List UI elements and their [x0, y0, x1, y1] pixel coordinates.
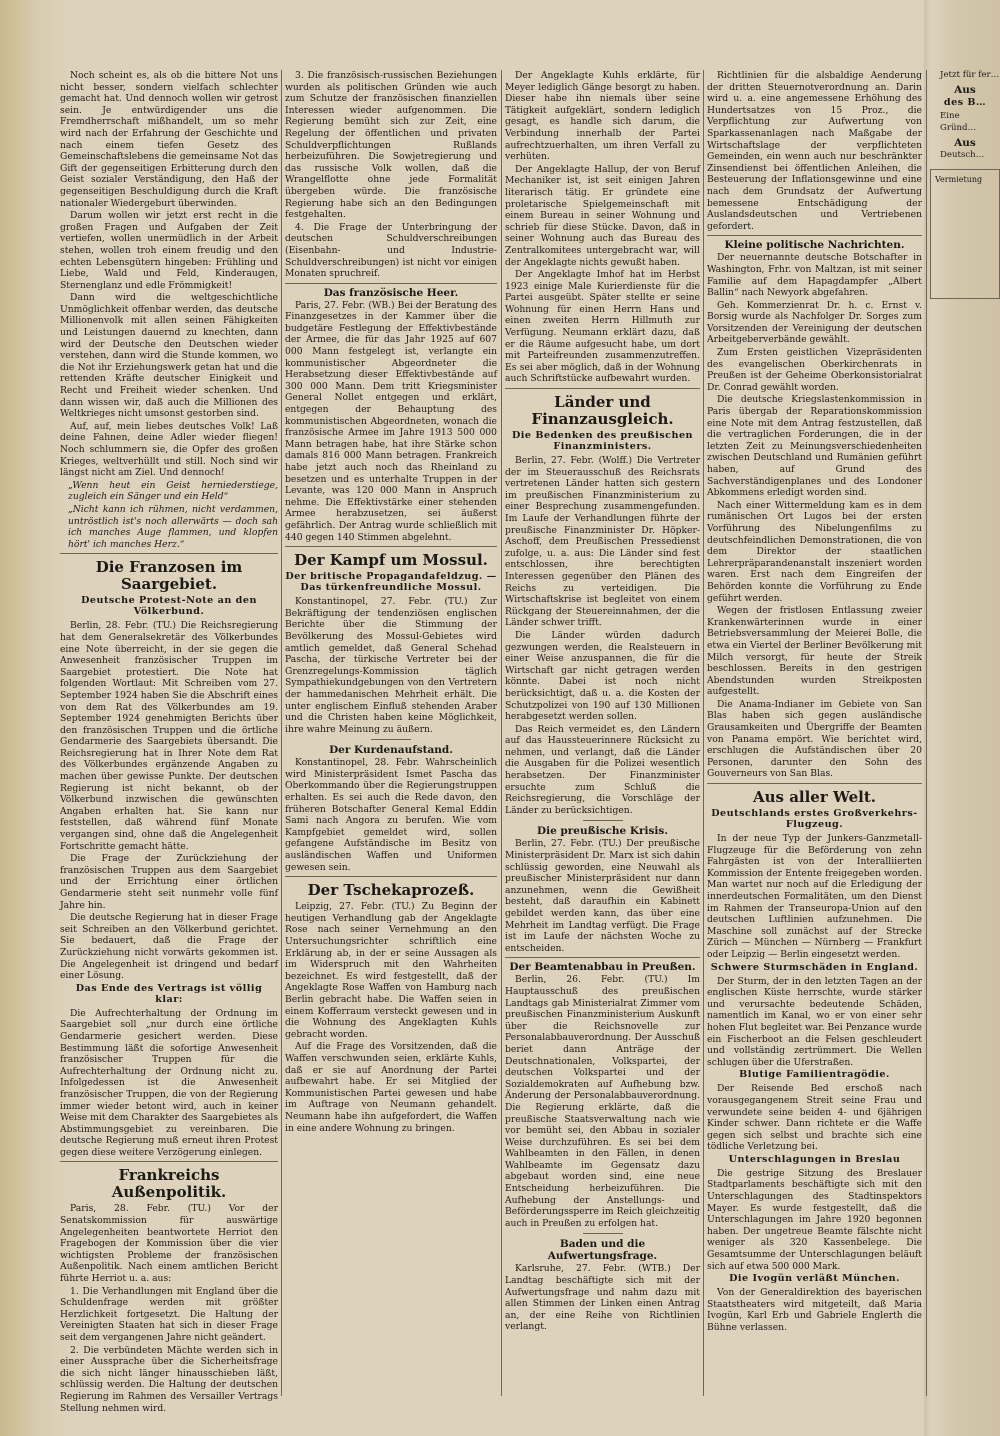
- divider: [505, 957, 700, 958]
- column-4: [707, 70, 922, 1396]
- paragraph: 4. Die Frage der Unterbringung der deutschen Schuldverschreibungen (Eisenbahn- und Industrie-Schuldverschreibungen) ist nicht vor einigen Monaten spruchreif.: [285, 221, 497, 280]
- paragraph: Der Sturm, der in den letzten Tagen an der englischen Küste herrschte, wurde stärker und verursachte bedeutende Schäden, namentlich im Kanal, wo er von einer sehr hohen Flut begleitet war. Bei Penzance wurde ein Fischerboot an die Felsen geschleudert und vollständig zertrümmert. Die Wellen schlugen über die Uferstraßen.: [707, 975, 922, 1068]
- paragraph: Geh. Kommerzienrat Dr. h. c. Ernst v. Borsig wurde als Nachfolger Dr. Sorges zum Vorsitzenden der Vereinigung der deutschen Arbeitgeberverbände gewählt.: [707, 299, 922, 346]
- paragraph: Leipzig, 27. Febr. (TU.) Zu Beginn der heutigen Verhandlung gab der Angeklagte Rose nach seiner Vernehmung an den Untersuchungsrichter schriftlich eine Erklärung ab, in der er seine Aussagen als im Widerspruch mit den Wahrheiten bezeichnet. Es wird festgestellt, daß der Angeklagte Rose Waffen von Hamburg nach Berlin gebracht habe. Die Waffen seien in einem Kofferraum versteckt gewesen und in die Wohnung des Angeklagten Kuhls gebracht worden.: [285, 901, 497, 1040]
- column-1: [60, 70, 278, 1414]
- headline: Das französische Heer.: [323, 286, 459, 299]
- subheadline: Das Ende des Vertrags ist völlig klar:: [75, 982, 263, 1005]
- paragraph: Die deutsche Regierung hat in dieser Frage seit Schreiben an den Völkerbund gerichtet. Sie bedauert, daß die Frage der Zurückziehung nicht vorwärts gekommen ist. Die Angelegenheit ist dringend und bedarf einer Lösung.: [60, 912, 278, 982]
- headline: Die Franzosen im Saargebiet.: [95, 558, 243, 594]
- subheadline: Deutsche Protest-Note an den Völkerbund.: [81, 595, 257, 618]
- paragraph: Die Frage der Zurückziehung der französischen Truppen aus dem Saargebiet und der Errichtung einer örtlichen Gendarmerie steht seit nunmehr volle fünf Jahre hin.: [60, 853, 278, 911]
- paragraph: Gründ…: [940, 123, 977, 134]
- paragraph: Die Anama-Indianer im Gebiete von San Blas haben sich gegen ausländische Grausamkeiten und Übergriffe der Beamten von Panama empört. Wie berichtet wird, erschlugen die Aufständischen über 20 Personen, darunter den Sohn des Gouverneurs von San Blas.: [707, 698, 922, 780]
- divider: [707, 235, 922, 236]
- paragraph: Der Angeklagte Imhof hat im Herbst 1923 einige Male Kurierdienste für die Partei ausgeübt. Später stellte er seine Wohnung für einen Herrn Hans und einen zweiten Herrn Hillmuth zur Verfügung. Neumann erklärt dazu, daß er die Räume aufgesucht habe, um dort mit Parteifreunden zusammenzutreffen. Es sei aber möglich, daß in der Wohnung auch Schriftstücke aufbewahrt wurden.: [505, 269, 700, 385]
- divider: [583, 820, 623, 821]
- paragraph: Die Länder würden dadurch gezwungen werden, die Realsteuern in einer Weise anzuspannen, die für die Wirtschaft gar nicht getragen werden könnte. Dabei ist noch nicht berücksichtigt, daß u. a. die Kosten der Schutzpolizei von 190 auf 130 Millionen herabgesetzt werden sollen.: [505, 629, 700, 723]
- column-rule: [501, 70, 502, 1396]
- subheadline: Unterschlagungen in Breslau: [728, 1153, 901, 1165]
- headline: Frankreichs Außenpolitik.: [111, 1166, 227, 1202]
- divider: [583, 1233, 623, 1234]
- paragraph: Berlin, 27. Febr. (TU.) Der preußische Ministerpräsident Dr. Marx ist sich dahin schlüssig geworden, eine Neuwahl als preußischer Ministerpräsident nur dann anzunehmen, wenn die Gewißheit besteht, daß daraufhin ein Kabinett gebildet werden kann, das über eine Mehrheit im Landtag verfügt. Die Frage ist im Laufe der nächsten Woche zu entscheiden.: [505, 838, 700, 954]
- paragraph: Zum Ersten geistlichen Vizepräsidenten des evangelischen Oberkirchenrats in Preußen ist der Geheime Oberkonsistorialrat Dr. Conrad gewählt worden.: [707, 347, 922, 393]
- divider: [505, 388, 700, 389]
- headline: Der Kampf um Mossul.: [294, 551, 488, 570]
- divider: [60, 553, 278, 554]
- paragraph: Die gestrige Sitzung des Breslauer Stadtparlaments beschäftigte sich mit den Unterschlagungen des Stadtinspektors Mayer. Es wurde festgestellt, daß die Unterschlagungen im Jahre 1920 begonnen haben. Der ungetreue Beamte fälschte nicht weniger als 320 Kassenbelege. Die Gesamtsumme der Unterschlagungen beläuft sich auf etwa 500 000 Mark.: [707, 1167, 922, 1272]
- poem-quote: „Wenn heut ein Geist herniederstiege, zugleich ein Sänger und ein Held“: [68, 479, 278, 503]
- paragraph: Darum wollen wir jetzt erst recht in die großen Fragen und Aufgaben der Zeit vertiefen, wollen unermüdlich in der Arbeit stehen, wollen troh einem freudig und den echten Lebensgütern hingeben: Frühling und Liebe, Wald und Feld, Kinderaugen, Sternenglanz und edle Frömmigkeit!: [60, 210, 278, 291]
- headline: Aus aller Welt.: [752, 788, 876, 807]
- headline: Kleine politische Nachrichten.: [724, 239, 905, 252]
- advertisement-box: [930, 169, 1000, 299]
- subheadline: Die Ivogün verläßt München.: [729, 1273, 900, 1285]
- paragraph: Deutsch…: [940, 149, 985, 160]
- headline: Der Kurdenaufstand.: [329, 744, 453, 757]
- paragraph: Nach einer Wittermeldung kam es in dem rumänischen Ort Lugos bei der ersten Vorführung des Nibelungenfilms zu deutschfeindlichen Demonstrationen, die von dem Direktor der staatlichen Lehrerpräparandenanstalt inszeniert worden waren. Erst nach dem Eingreifen der Behörden konnte die Vorführung zu Ende geführt werden.: [707, 499, 922, 604]
- paragraph: Der Reisende Bed erschoß nach vorausgegangenem Streit seine Frau und verwundete seine beiden 4- und 6jährigen Kinder schwer. Dann richtete er die Waffe gegen sich selbst und brachte sich eine tödliche Verletzung bei.: [707, 1083, 922, 1153]
- subheadline: Die Bedenken des preußischen Finanzministers.: [511, 430, 694, 453]
- paragraph: In der neue Typ der Junkers-Ganzmetall-Flugzeuge für die Beförderung von zehn Fahrgästen ist von der Interalliierten Kommission der Entente freigegeben worden. Man wartet nur noch auf die Erledigung der innerdeutschen Formalitäten, um den Dienst im Rahmen der Transeuropa-Union auf den deutschen Luftlinien aufzunehmen. Die Maschine soll zunächst auf der Strecke Zürich — München — Nürnberg — Frankfurt oder Leipzig — Berlin eingesetzt werden.: [707, 833, 922, 960]
- paragraph: 1. Die Verhandlungen mit England über die Schuldenfrage werden mit größter Herzlichkeit fortgesetzt. Die Haltung der Vereinigten Staaten hat sich in dieser Frage seit dem vergangenen Jahre nicht geändert.: [60, 1285, 278, 1343]
- column-rule: [281, 70, 282, 1396]
- divider: [285, 876, 497, 877]
- headline: Der Tschekaprozeß.: [307, 881, 475, 900]
- headline: Länder und Finanzausgleich.: [531, 393, 674, 429]
- column-3: [505, 70, 700, 1396]
- divider: [371, 739, 411, 740]
- paragraph: Das Reich vermeidet es, den Ländern auf das Haussteuerinnere Rücksicht zu nehmen, und verlangt, daß die Länder die Ausgaben für die Polizei wesentlich herabsetzen. Der Finanzminister ersuchte zum Schluß die Reichsregierung, die Vorschläge der Länder zu berücksichtigen.: [505, 723, 700, 816]
- paragraph: Jetzt für fer…: [940, 70, 1000, 80]
- paragraph: Richtlinien für die alsbaldige Aenderung der dritten Steuernotverordnung an. Darin wird u. a. eine angemessene Erhöhung des Hundertsatzes von 15 Proz., die Verpflichtung zur Aufwertung von Sparkassenanlagen nach Maßgabe der Wirtschaftslage der verpflichteten Gemeinden, ein wenn auch nur beschränkter Zinsendienst bei öffentlichen Anleihen, die Besteuerung der Inflationsgewinne und eine nach dem Grundsatz der Aufwertung bemessene Entschädigung der Auslandsdeutschen und Vertriebenen gefordert.: [707, 70, 922, 232]
- paragraph: Eine: [940, 110, 960, 121]
- paragraph: Noch scheint es, als ob die bittere Not uns nicht besser, sondern vielfach schlechter gemacht hat. Und dennoch wollen wir getrost sein. Je entwürdigender uns die Fremdherrschaft mißhandelt, um so mehr wird nach der Erfahrung der Geschichte und nach einem tiefen Gesetz des Gemeinschaftslebens die gemeinsame Not das Gift der gegenseitigen Erbitterung durch den Geist sozialer Verständigung, den Haß der gegenseitigen Beschuldigung durch die Kraft nationaler Wiedergeburt überwinden.: [60, 70, 278, 209]
- paragraph: Berlin, 28. Febr. (TU.) Die Reichsregierung hat dem Generalsekretär des Völkerbundes eine Note überreicht, in der sie gegen die Anwesenheit französischer Truppen im Saargebiet protestiert. Die Note hat folgenden Wortlaut: Mit Schreiben vom 27. September 1924 haben Sie die Abschrift eines von dem Rat des Völkerbundes am 19. September 1924 genehmigten Berichts über den französischen Truppen und die örtliche Gendarmerie des Saargebiets übersandt. Die Reichsregierung hat in Ihrer Note dem Rat des Völkerbundes ergänzende Angaben zu machen über gewisse Punkte. Der deutschen Regierung ist nicht bekannt, ob der Völkerbund inzwischen die gewünschten Angaben erhalten hat. Sie kann nur feststellen, daß während fünf Monate vergangen sind, ohne daß die Angelegenheit Fortschritte gemacht hätte.: [60, 620, 278, 852]
- paragraph: Die deutsche Kriegslastenkommission in Paris übergab der Reparationskommission eine Note mit dem Antrag festzustellen, daß die vertraglichen Forderungen, die in der letzten Zeit zu Meinungsverschiedenheiten zwischen Deutschland und Rumänien geführt haben, auf Grund des Sachverständigenplanes und des Londoner Abkommens erledigt worden sind.: [707, 394, 922, 499]
- paragraph: Konstantinopel, 27. Febr. (TU.) Zur Bekräftigung der tendenziösen englischen Berichte über die Stimmung der Bevölkerung des Mossul-Gebietes wird amtlich gemeldet, daß General Schehad Pascha, der türkische Vertreter bei der Grenzregelungs-Kommission täglich Sympathiekundgebungen von den Vertretern der hammedanischen Mehrheit erhält. Die unter englischem Einfluß stehenden Araber und die Christen haben keine Möglichkeit, ihre wahre Meinung zu äußern.: [285, 596, 497, 735]
- paragraph: Auf die Frage des Vorsitzenden, daß die Waffen verschwunden seien, erklärte Kuhls, daß er sie auf Anordnung der Partei aufbewahrt habe. Er sei Mitglied der Kommunistischen Partei gewesen und habe im Auftrage von Neumann gehandelt. Neumann habe ihn aufgefordert, die Waffen in eine andere Wohnung zu bringen.: [285, 1041, 497, 1134]
- paragraph: Von der Generaldirektion des bayerischen Staatstheaters wird mitgeteilt, daß Maria Ivogün, Karl Erb und Gabriele Englerth die Bühne verlassen.: [707, 1287, 922, 1333]
- divider: [285, 283, 497, 284]
- divider: [60, 1161, 278, 1162]
- paragraph: Konstantinopel, 28. Febr. Wahrscheinlich wird Ministerpräsident Ismet Pascha das Oberkommando über die Regierungstruppen erhalten. Es sei auch die Rede davon, den früheren Botschafter General Kemal Eddin Sami nach Angora zu berufen. Wie vom Kampfgebiet gemeldet wird, sollen gefangene Aufständische im Besitz von ausländischen Waffen und Uniformen gewesen sein.: [285, 757, 497, 873]
- headline: Baden und die Aufwertungsfrage.: [547, 1238, 658, 1263]
- subheadline: Schwere Sturmschäden in England.: [710, 961, 919, 973]
- divider: [707, 783, 922, 784]
- subheadline: Der britische Propagandafeldzug. — Das türkenfreundliche Mossul.: [285, 571, 497, 594]
- subheadline: des B…: [943, 96, 987, 108]
- headline: Die preußische Krisis.: [537, 825, 668, 838]
- paragraph: Wegen der fristlosen Entlassung zweier Krankenwärterinnen wurde in einer Betriebsversammlung der Meierei Bolle, die etwa ein Viertel der Berliner Bevölkerung mit Milch versorgt, für heute der Streik beschlossen. Bereits in den gestrigen Abendstunden wurden Streikposten aufgestellt.: [707, 605, 922, 698]
- paragraph: Berlin, 26. Febr. (TU.) Im Hauptausschuß des preußischen Landtags gab Ministerialrat Zimmer vom preußischen Finanzministerium Auskunft über die Reichsnovelle zur Personalabbauverordnung. Der Ausschuß beriet dann Anträge der Deutschnationalen, Volkspartei, der deutschen Volkspartei und der Sozialdemokraten auf Aufhebung bzw. Änderung der Personalabbauverordnung. Die Regierung erklärte, daß die preußische Staatsverwaltung nach wie vor bemüht sei, den Abbau in sozialer Weise durchzuführen. Es sei bei dem Wahlbeamten in den Fällen, in denen Wahlbeamte im Gegensatz dazu abgebaut worden sind, eine neue Entscheidung herbeizuführen. Die Aufhebung der Anstellungs- und Beförderungssperre im Reich gleichzeitig auch in Preußen zu erfolgen hat.: [505, 974, 700, 1229]
- paragraph: Auf, auf, mein liebes deutsches Volk! Laß deine Fahnen, deine Adler wieder fliegen! Noch schlummern sie, die Opfer des großen Krieges, weltverhüllt und still. Noch sind wir längst nicht am Ziel. Und dennoch!: [60, 420, 278, 479]
- poem-quote: „Nicht kann ich rühmen, nicht verdammen, untröstlich ist's noch allerwärts — doch sah ich manches Auge flammen, und klopfen hört' ich manches Herz.“: [68, 503, 278, 550]
- headline: Aus: [954, 83, 976, 96]
- paragraph: Der neuernannte deutsche Botschafter in Washington, Frhr. von Maltzan, ist mit seiner Familie auf dem Hapagdampfer „Albert Ballin“ nach Newyork abgefahren.: [707, 252, 922, 299]
- paragraph: Paris, 28. Febr. (TU.) Vor der Senatskommission für auswärtige Angelegenheiten beantwortete Herriot den Fragebogen der Kommission über die vier wichtigsten Probleme der französischen Außenpolitik. Nach einem amtlichen Bericht führte Herriot u. a. aus:: [60, 1203, 278, 1285]
- column-2: [285, 70, 497, 1396]
- headline: Aus: [954, 136, 976, 149]
- paragraph: 2. Die verbündeten Mächte werden sich in einer Aussprache über die Sicherheitsfrage die sich nicht länger hinausschieben läßt, schlüssig werden. Die Haltung der deutschen Regierung im Rahmen des Versailler Vertrags Stellung nehmen wird.: [60, 1344, 278, 1414]
- paragraph: Dann wird die weltgeschichtliche Unmöglichkeit offenbar werden, das deutsche Millionenvolk mit allen seinen Fähigkeiten und Leistungen dauernd zu knechten, dann wird der Deutsche den Deutschen wieder verstehen, dann wird die Stunde kommen, wo die Not ihr Erziehungswerk getan hat und die rettenden Kräfte deutscher Einigkeit und Recht und Freiheit wieder schenken. Und dann wissen wir, daß auch die Millionen des Weltkrieges nicht umsonst gestorben sind.: [60, 292, 278, 420]
- column-rule: [703, 70, 704, 1396]
- paragraph: Der Angeklagte Kuhls erklärte, für Meyer lediglich Gänge besorgt zu haben. Dieser habe ihn niemals über seine Tätigkeit aufgeklärt, sondern lediglich gesagt, es handle sich darum, die Verbindung innerhalb der Partei aufrechtzuerhalten, um ihren Verfall zu verhüten.: [505, 70, 700, 163]
- paragraph: Der Angeklagte Hallup, der von Beruf Mechaniker ist, ist seit einigen Jahren literarisch tätig. Er gründete eine proletarische Spielgemeinschaft mit einem Bureau in seiner Wohnung und schrieb für diese Stücke. Davon, daß in seiner Wohnung auch das Bureau des Zentralkomitees untergebracht war, will der Angeklagte nichts gewußt haben.: [505, 163, 700, 268]
- subheadline: Deutschlands erstes Großverkehrs-Flugzeug.: [711, 808, 918, 831]
- column-5-partial: [930, 70, 1000, 1396]
- paragraph: Die Aufrechterhaltung der Ordnung im Saargebiet soll „nur durch eine örtliche Gendarmerie gesichert werden. Diese Bestimmung läßt die sofortige Anwesenheit französischer Truppen für die Aufrechterhaltung der Ordnung nicht zu. Infolgedessen ist die Anwesenheit französischer Truppen, die von der Regierung immer wieder betont wird, auch in keiner Weise mit dem Charakter des Saargebietes als Abstimmungsgebiet zu vereinbaren. Die deutsche Regierung muß erneut ihren Protest gegen diese weitere Verzögerung einlegen.: [60, 1007, 278, 1158]
- subheadline: Blutige Familientragödie.: [739, 1069, 890, 1081]
- paragraph: 3. Die französisch-russischen Beziehungen wurden als politischen Gründen wie auch zum Schutze der französischen finanziellen Interessen wieder aufgenommen. Die Regierung bemüht sich zur Zeit, eine Regelung der öffentlichen und privaten Schuldverpflichtungen Rußlands herbeizuführen. Die Sowjetregierung und das russische Volk wollen, daß die Wrangelflotte ohne jede Formalität übergeben würde. Die französische Regierung habe sich an den Bedingungen festgehalten.: [285, 70, 497, 221]
- paragraph: Paris, 27. Febr. (WB.) Bei der Beratung des Finanzgesetzes in der Kammer über die budgetäre Festlegung der Effektivbestände der Armee, die für das Jahr 1925 auf 607 000 Mann festgelegt ist, verlangte ein kommunistischer Abgeordneter die Herabsetzung dieser Effektivbestände auf 300 000 Mann. Dem tritt Kriegsminister General Nollet entgegen und erklärt, entgegen der Behauptung des kommunistischen Abgeordneten, wonach die französische Armee im Jahre 1913 500 000 Mann betragen habe, hat ihre Stärke schon damals 816 000 Mann betragen. Frankreich habe jetzt auch noch das Rheinland zu besetzen und es unterhalte Truppen in der Levante, was 120 000 Mann in Anspruch nehme. Die Effektivstärke einer stehenden Armee herabzusetzen, sei äußerst gefährlich. Der Antrag wurde schließlich mit 440 gegen 140 Stimmen abgelehnt.: [285, 299, 497, 543]
- paragraph: Karlsruhe, 27. Febr. (WTB.) Der Landtag beschäftigte sich mit der Aufwertungsfrage und nahm dazu mit allen Stimmen der Linken einen Antrag an, der eine Reihe von Richtlinien verlangt.: [505, 1263, 700, 1333]
- advertisement-label: Vermietung: [935, 175, 983, 185]
- divider: [285, 546, 497, 547]
- paragraph: Berlin, 27. Febr. (Wolff.) Die Vertreter der im Steuerausschuß des Reichsrats vertretenen Länder hatten sich gestern im preußischen Finanzministerium zu einer Besprechung zusammengefunden. Im Laufe der Verhandlungen führte der preußische Finanzminister Dr. Höpker-Aschoff, dem Preußischen Pressedienst zufolge, u. a. aus: Die Länder sind fest entschlossen, ihre berechtigten Interessen gegenüber den Plänen des Reichs zu verteidigen. Die Wirtschaftskrise ist begleitet von einem Rückgang der Steuereinnahmen, der die Länder schwer trifft.: [505, 455, 700, 629]
- column-rule: [926, 70, 927, 1396]
- headline: Der Beamtenabbau in Preußen.: [509, 961, 696, 974]
